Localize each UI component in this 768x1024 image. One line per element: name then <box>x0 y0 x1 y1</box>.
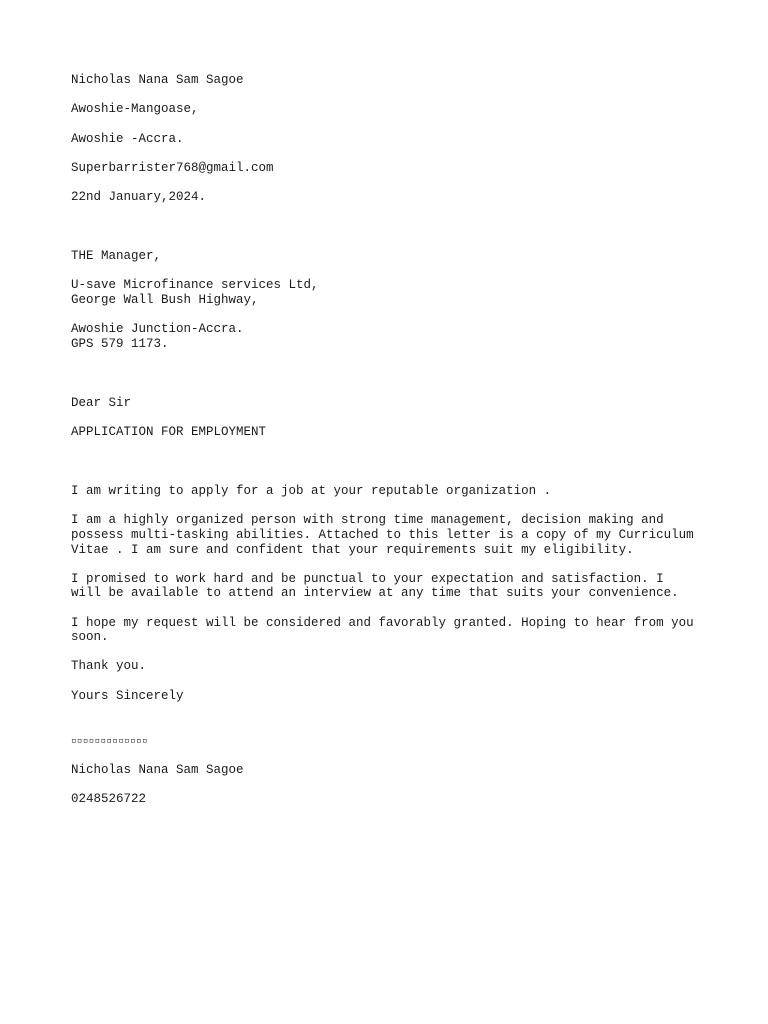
body-paragraph-2-line-1: I am a highly organized person with strong time management, decision making and <box>71 513 664 527</box>
recipient-title: THE Manager, <box>71 249 162 263</box>
recipient-gps: GPS 579 1173. <box>71 337 169 351</box>
signer-phone: 0248526722 <box>71 792 147 806</box>
body-paragraph-3-line-1: I promised to work hard and be punctual to your expectation and satisfaction. I <box>71 572 664 586</box>
body-paragraph-4-line-1: I hope my request will be considered and favorably granted. Hoping to hear from you <box>71 616 694 630</box>
body-paragraph-1: I am writing to apply for a job at your reputable organization . <box>71 484 552 498</box>
letter-date: 22nd January,2024. <box>71 190 207 204</box>
body-paragraph-2-line-3: Vitae . I am sure and confident that your requirements suit my eligibility. <box>71 543 634 557</box>
signer-name: Nicholas Nana Sam Sagoe <box>71 763 244 777</box>
sender-name: Nicholas Nana Sam Sagoe <box>71 73 244 87</box>
recipient-area: Awoshie Junction-Accra. <box>71 322 244 336</box>
recipient-street: George Wall Bush Highway, <box>71 293 259 307</box>
body-paragraph-4-line-2: soon. <box>71 630 109 644</box>
sender-address-line1: Awoshie-Mangoase, <box>71 102 199 116</box>
body-paragraph-3-line-2: will be available to attend an interview at any time that suits your convenience. <box>71 586 679 600</box>
sender-email: Superbarrister768@gmail.com <box>71 161 274 175</box>
closing-line: Yours Sincerely <box>71 689 184 703</box>
body-paragraph-2-line-2: possess multi-tasking abilities. Attached to this letter is a copy of my Curriculum <box>71 528 694 542</box>
sender-address-line2: Awoshie -Accra. <box>71 132 184 146</box>
subject-heading: APPLICATION FOR EMPLOYMENT <box>71 425 267 439</box>
thanks-line: Thank you. <box>71 659 147 673</box>
signature-placeholder: ▫▫▫▫▫▫▫▫▫▫▫▫▫ <box>71 736 148 746</box>
salutation: Dear Sir <box>71 396 132 410</box>
recipient-company: U-save Microfinance services Ltd, <box>71 278 319 292</box>
